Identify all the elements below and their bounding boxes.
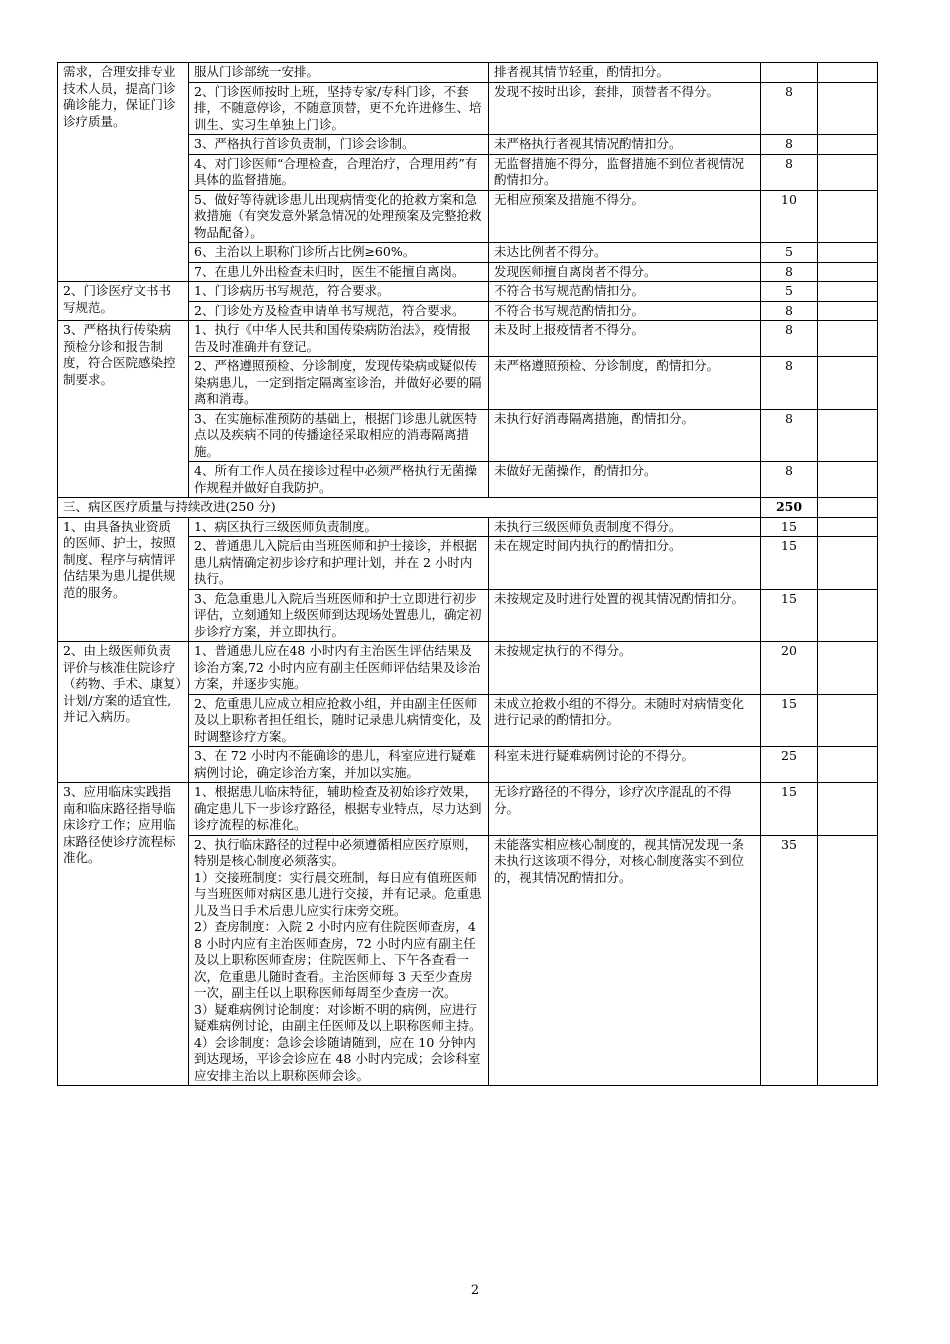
content-cell	[189, 301, 489, 321]
blank-cell	[818, 82, 878, 135]
criteria-cell: 未严格遵照预检、分诊制度，酌情扣分。	[489, 357, 761, 410]
section-title: 三、病区医疗质量与持续改进(250 分)	[58, 498, 761, 518]
content-text: 1、执行《中华人民共和国传染病防治法》，疫情报告及时准确并有登记。	[194, 322, 471, 354]
blank-cell	[818, 835, 878, 1086]
criteria-cell: 无相应预案及措施不得分。	[489, 190, 761, 243]
score-cell: 8	[761, 357, 818, 410]
criteria-cell: 不符合书写规范酌情扣分。	[489, 301, 761, 321]
criteria-cell: 排者视其情节轻重，酌情扣分。	[489, 63, 761, 83]
criteria-cell: 未成立抢救小组的不得分。未随时对病情变化进行记录的酌情扣分。	[489, 694, 761, 747]
table-row	[58, 642, 878, 695]
criteria-cell: 未严格执行者视其情况酌情扣分。	[489, 135, 761, 155]
score-cell: 8	[761, 462, 818, 498]
score-cell: 8	[761, 262, 818, 282]
blank-cell	[818, 243, 878, 263]
content-cell	[189, 694, 489, 747]
content-cell	[189, 517, 489, 537]
content-cell	[189, 135, 489, 155]
blank-cell	[818, 747, 878, 783]
content-cell	[189, 462, 489, 498]
criteria-cell: 未能落实相应核心制度的，视其情况发现一条未执行这该项不得分，对核心制度落实不到位的，视其情况酌情扣分。	[489, 835, 761, 1086]
content-cell	[189, 537, 489, 590]
criteria-cell: 科室未进行疑难病例讨论的不得分。	[489, 747, 761, 783]
criteria-cell: 未做好无菌操作，酌情扣分。	[489, 462, 761, 498]
table-row	[58, 517, 878, 537]
page-number: 2	[470, 1283, 480, 1298]
content-cell	[189, 321, 489, 357]
criteria-cell: 未达比例者不得分。	[489, 243, 761, 263]
score-cell: 20	[761, 642, 818, 695]
content-text: 3、在实施标准预防的基础上，根据门诊患儿就医特点以及疾病不同的传播途径采取相应的消毒隔离措施。	[194, 410, 477, 459]
content-text: 3、严格执行首诊负责制，门诊会诊制。	[194, 136, 415, 151]
table-row	[58, 783, 878, 836]
score-cell: 8	[761, 82, 818, 135]
category-cell: 3、严格执行传染病预检分诊和报告制度，符合医院感染控制要求。	[58, 321, 189, 498]
content-text: 1、根据患儿临床特征，辅助检查及初始诊疗效果，确定患儿下一步诊疗路径，根据专业特点，尽力达到诊疗流程的标准化。	[194, 784, 482, 832]
criteria-cell: 无诊疗路径的不得分，诊疗次序混乱的不得分。	[489, 783, 761, 836]
score-cell: 8	[761, 135, 818, 155]
score-cell: 5	[761, 243, 818, 263]
content-text: 5、做好等待就诊患儿出现病情变化的抢救方案和急救措施（有突发意外紧急情况的处理预案及完整抢救物品配备）。	[194, 191, 482, 240]
category-cell: 2、由上级医师负责评价与核准住院诊疗（药物、手术、康复）计划/方案的适宜性,并记入病历。	[58, 642, 189, 783]
blank-cell	[818, 462, 878, 498]
blank-cell	[818, 154, 878, 190]
blank-cell	[818, 537, 878, 590]
score-cell	[761, 63, 818, 83]
content-cell	[189, 835, 489, 1086]
blank-cell	[818, 409, 878, 462]
content-text: 6、主治以上职称门诊所占比例≥60%。	[194, 244, 416, 259]
content-text: 1、病区执行三级医师负责制度。	[194, 518, 377, 534]
criteria-cell: 未执行好消毒隔离措施，酌情扣分。	[489, 409, 761, 462]
content-cell	[189, 243, 489, 263]
criteria-cell: 发现不按时出诊，套排，顶替者不得分。	[489, 82, 761, 135]
category-cell: 3、应用临床实践指南和临床路径指导临床诊疗工作；应用临床路径使诊疗流程标准化。	[58, 783, 189, 1086]
blank-cell	[818, 321, 878, 357]
score-cell: 8	[761, 154, 818, 190]
blank-cell	[818, 262, 878, 282]
criteria-cell: 无监督措施不得分，监督措施不到位者视情况酌情扣分。	[489, 154, 761, 190]
blank-cell	[818, 357, 878, 410]
criteria-cell: 未及时上报疫情者不得分。	[489, 321, 761, 357]
table-row	[58, 321, 878, 357]
blank-cell	[818, 190, 878, 243]
score-cell: 10	[761, 190, 818, 243]
section-row	[58, 498, 878, 518]
evaluation-table	[57, 62, 878, 1086]
content-cell	[189, 190, 489, 243]
content-text: 服从门诊部统一安排。	[194, 64, 320, 79]
criteria-cell: 发现医师擅自离岗者不得分。	[489, 262, 761, 282]
score-cell: 15	[761, 537, 818, 590]
content-text: 4、所有工作人员在接诊过程中必须严格执行无菌操作规程并做好自我防护。	[194, 463, 477, 495]
blank-cell	[818, 301, 878, 321]
criteria-cell: 未按规定及时进行处置的视其情况酌情扣分。	[489, 589, 761, 642]
score-cell: 5	[761, 282, 818, 302]
content-text: 2、执行临床路径的过程中必须遵循相应医疗原则，特别是核心制度必须落实。	[194, 836, 477, 868]
score-cell: 35	[761, 835, 818, 1086]
score-cell: 25	[761, 747, 818, 783]
content-cell	[189, 154, 489, 190]
score-cell: 8	[761, 409, 818, 462]
content-cell	[189, 282, 489, 302]
content-text: 4、对门诊医师“合理检查，合理治疗，合理用药”有具体的监督措施。	[194, 155, 478, 187]
table-row	[58, 63, 878, 83]
score-cell: 15	[761, 694, 818, 747]
blank-cell	[818, 589, 878, 642]
content-text: 2、门诊医师按时上班，坚持专家/专科门诊，不套排，不随意停诊，不随意顶替，更不允许进修生、培训生、实习生单独上门诊。	[194, 83, 482, 132]
content-cell	[189, 783, 489, 836]
blank-cell	[818, 694, 878, 747]
score-cell: 8	[761, 301, 818, 321]
content-text: 1、门诊病历书写规范，符合要求。	[194, 283, 390, 298]
criteria-cell: 未在规定时间内执行的酌情扣分。	[489, 537, 761, 590]
content-cell	[189, 589, 489, 642]
content-cell	[189, 82, 489, 135]
content-cell	[189, 642, 489, 695]
content-text: 3、在 72 小时内不能确诊的患儿，科室应进行疑难病例讨论，确定诊治方案，并加以实施。	[194, 748, 476, 780]
criteria-cell: 未执行三级医师负责制度不得分。	[489, 517, 761, 537]
content-subitem: 3）疑难病例讨论制度：对诊断不明的病例，应进行疑难病例讨论，由副主任医师及以上职称医师主持。	[194, 1001, 482, 1033]
score-cell: 8	[761, 321, 818, 357]
content-text: 7、在患儿外出检查未归时，医生不能擅自离岗。	[194, 263, 465, 279]
category-cell: 2、门诊医疗文书书写规范。	[58, 282, 189, 321]
blank-cell	[818, 783, 878, 836]
category-cell: 需求，合理安排专业技术人员，提高门诊确诊能力，保证门诊诊疗质量。	[58, 63, 189, 282]
content-cell	[189, 63, 489, 83]
score-cell: 15	[761, 783, 818, 836]
content-text: 1、普通患儿应在48 小时内有主治医生评估结果及诊治方案,72 小时内应有副主任医师评估结果及诊治方案，并逐步实施。	[194, 643, 481, 691]
criteria-cell: 不符合书写规范酌情扣分。	[489, 282, 761, 302]
table-row	[58, 282, 878, 302]
category-cell: 1、由具备执业资质的医师、护士，按照制度、程序与病情评估结果为患儿提供规范的服务。	[58, 517, 189, 642]
content-cell	[189, 747, 489, 783]
criteria-cell: 未按规定执行的不得分。	[489, 642, 761, 695]
score-cell: 15	[761, 589, 818, 642]
content-text: 2、危重患儿应成立相应抢救小组，并由副主任医师及以上职称者担任组长，随时记录患儿病情变化，及时调整诊疗方案。	[194, 695, 482, 744]
content-text: 3、危急重患儿入院后当班医师和护士立即进行初步评估，立刻通知上级医师到达现场处置患儿，确定初步诊疗方案，并立即执行。	[194, 590, 482, 639]
blank-cell	[818, 642, 878, 695]
score-cell: 15	[761, 517, 818, 537]
blank-cell	[818, 517, 878, 537]
section-score: 250	[761, 498, 818, 518]
content-cell	[189, 262, 489, 282]
content-cell	[189, 409, 489, 462]
content-text: 2、门诊处方及检查申请单书写规范，符合要求。	[194, 302, 465, 318]
blank-cell	[818, 135, 878, 155]
blank-cell	[818, 63, 878, 83]
content-cell	[189, 357, 489, 410]
blank-cell	[818, 498, 878, 518]
content-text: 2、严格遵照预检、分诊制度，发现传染病或疑似传染病患儿，一定到指定隔离室诊治，并做好必要的隔离和消毒。	[194, 358, 482, 406]
content-text: 2、普通患儿入院后由当班医师和护士接诊，并根据患儿病情确定初步诊疗和护理计划，并在 2 小时内执行。	[194, 538, 477, 586]
content-subitem: 4）会诊制度：急诊会诊随请随到，应在 10 分钟内到达现场，平诊会诊应在 48 小时内完成；会诊科室应安排主治以上职称医师会诊。	[194, 1034, 481, 1083]
content-subitem: 2）查房制度：入院 2 小时内应有住院医师查房，48 小时内应有主治医师查房，72 小时内应有副主任及以上职称医师查房；住院医师上、下午各查看一次，危重患儿随时查看。主治医师每 3 天至少查房一次，副主任以上职称医师每周至少查房一次。	[194, 919, 476, 1000]
blank-cell	[818, 282, 878, 302]
content-subitem: 1）交接班制度：实行晨交班制，每日应有值班医师与当班医师对病区患儿进行交接，并有记录。危重患儿及当日手术后患儿应实行床旁交班。	[194, 869, 482, 918]
